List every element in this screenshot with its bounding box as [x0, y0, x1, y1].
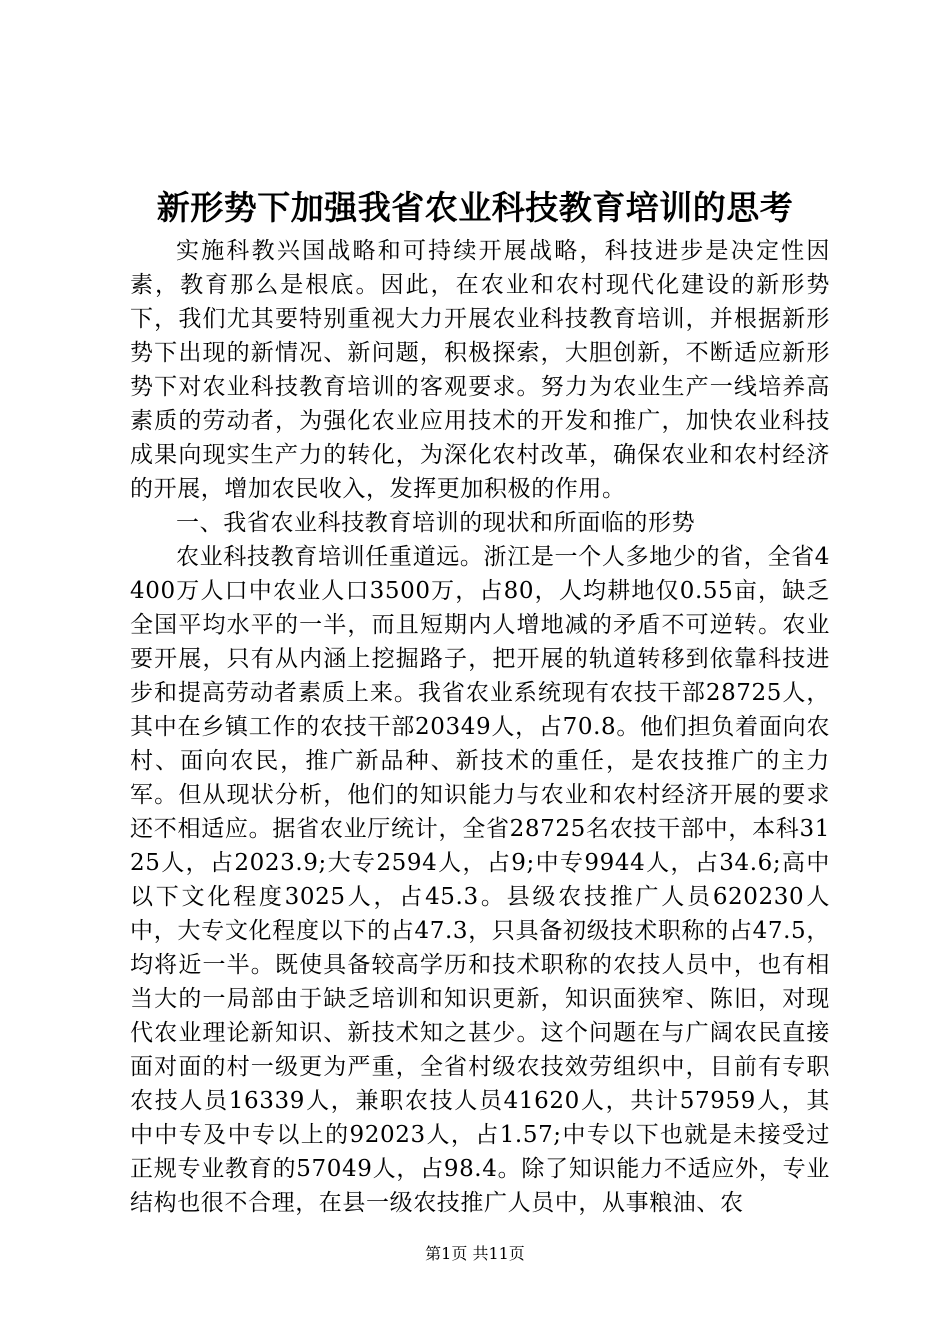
intro-paragraph: 实施科教兴国战略和可持续开展战略，科技进步是决定性因素，教育那么是根底。因此，在农业和农村现代化建设的新形势下，我们尤其要特别重视大力开展农业科技教育培训，并根据新形势下出现的新情况、新问题，积极探索，大胆创新，不断适应新形势下对农业科技教育培训的客观要求。努力为农业生产一线培养高素质的劳动者，为强化农业应用技术的开发和推广，加快农业科技成果向现实生产力的转化，为深化农村改革，确保农业和农村经济的开展，增加农民收入，发挥更加积极的作用。	[130, 238, 830, 502]
page-number-footer: 第1页 共11页	[425, 1244, 525, 1263]
body-paragraph: 农业科技教育培训任重道远。浙江是一个人多地少的省，全省4400万人口中农业人口3500万，占80，人均耕地仅0.55亩，缺乏全国平均水平的一半，而且短期内人增地减的矛盾不可逆转。农业要开展，只有从内涵上挖掘路子，把开展的轨道转移到依靠科技进步和提高劳动者素质上来。我省农业系统现有农技干部28725人，其中在乡镇工作的农技干部20349人，占70.8。他们担负着面向农村、面向农民，推广新品种、新技术的重任，是农技推广的主力军。但从现状分析，他们的知识能力与农业和农村经济开展的要求还不相适应。据省农业厅统计，全省28725名农技干部中，本科3125人，占2023.9;大专2594人，占9;中专9944人，占34.6;高中以下文化程度3025人，占45.3。县级农技推广人员620230人中，大专文化程度以下的占47.3，只具备初级技术职称的占47.5，均将近一半。既使具备较高学历和技术职称的农技人员中，也有相当大的一局部由于缺乏培训和知识更新，知识面狭窄、陈旧，对现代农业理论新知识、新技术知之甚少。这个问题在与广阔农民直接面对面的村一级更为严重，全省村级农技效劳组织中，目前有专职农技人员16339人，兼职农技人员41620人，共计57959人，其中中专及中专以上的92023人，占1.57;中专以下也就是未接受过正规专业教育的57049人，占98.4。除了知识能力不适应外，专业结构也很不合理，在县一级农技推广人员中，从事粮油、农	[130, 544, 830, 1216]
section-heading: 一、我省农业科技教育培训的现状和所面临的形势	[176, 510, 696, 536]
document-title: 新形势下加强我省农业科技教育培训的思考	[156, 188, 794, 227]
document-body	[130, 234, 830, 1220]
